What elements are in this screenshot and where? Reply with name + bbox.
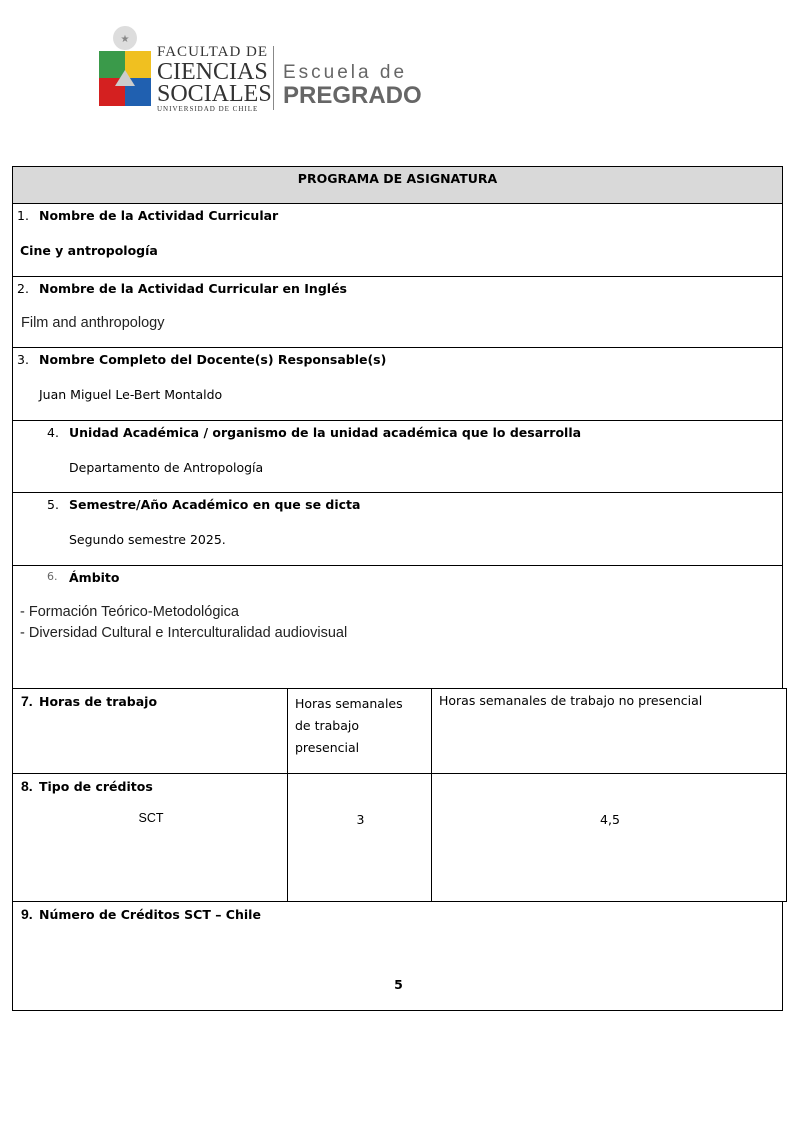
svg-text:★: ★: [120, 34, 130, 45]
logo-line1: FACULTAD DE: [157, 44, 269, 60]
logo-escuela: Escuela de: [283, 62, 408, 83]
section-1: [12, 203, 783, 277]
coat-of-arms-icon: [95, 24, 155, 114]
section-2: [12, 276, 783, 348]
credit-type-value: SCT: [138, 811, 164, 825]
section-label: Semestre/Año Académico en que se dicta: [69, 497, 361, 512]
presencial-value: 3: [356, 812, 365, 827]
section-number: 8.: [21, 778, 33, 794]
credit-type-cell: [12, 773, 288, 902]
section-value: Film and anthropology: [21, 315, 165, 331]
section-6: [12, 565, 783, 689]
section-number: 9.: [21, 906, 33, 922]
logo-line3: SOCIALES: [157, 81, 272, 107]
section-9: [12, 901, 783, 1011]
section-5: [12, 492, 783, 566]
column-header: Horas semanales de trabajo presencial: [295, 696, 403, 755]
section-number: 6.: [47, 570, 58, 583]
section-3: [12, 347, 783, 421]
section-label: Nombre Completo del Docente(s) Responsable(s): [39, 352, 387, 367]
section-value: Departamento de Antropología: [69, 460, 264, 475]
section-number: 2.: [17, 281, 29, 296]
section-value: Segundo semestre 2025.: [69, 532, 226, 547]
section-value: Juan Miguel Le-Bert Montaldo: [39, 387, 223, 402]
column-header: Horas semanales de trabajo no presencial: [439, 693, 703, 708]
section-label: Número de Créditos SCT – Chile: [39, 907, 261, 922]
section-label: Nombre de la Actividad Curricular: [39, 208, 279, 223]
no-presencial-value: 4,5: [600, 812, 620, 827]
presencial-header-cell: [287, 688, 432, 774]
section-label: Ámbito: [69, 570, 120, 585]
section-value: - Formación Teórico-Metodológica: [20, 604, 239, 620]
section-number: 3.: [17, 352, 29, 367]
credits-value: 5: [394, 977, 403, 992]
section-number: 1.: [17, 208, 29, 223]
section-value: Cine y antropología: [20, 243, 158, 258]
logo-line2: CIENCIAS: [157, 59, 268, 85]
page-title: PROGRAMA DE ASIGNATURA: [297, 171, 498, 186]
logo-pregrado: PREGRADO: [283, 82, 422, 109]
section-label: Unidad Académica / organismo de la unidad académica que lo desarrolla: [69, 425, 582, 440]
section-label: Nombre de la Actividad Curricular en Inglés: [39, 281, 347, 296]
university-logo: [95, 24, 425, 114]
section-label: Horas de trabajo: [39, 694, 158, 709]
no-presencial-value-cell: [431, 773, 787, 902]
section-label: Tipo de créditos: [39, 779, 153, 794]
hours-label-cell: [12, 688, 288, 774]
section-value: - Diversidad Cultural e Interculturalidad audiovisual: [20, 625, 348, 641]
logo-divider: [273, 46, 274, 110]
section-4: [12, 420, 783, 493]
no-presencial-header-cell: [431, 688, 787, 774]
section-number: 5.: [47, 497, 59, 512]
logo-line4: UNIVERSIDAD DE CHILE: [157, 105, 259, 113]
presencial-value-cell: [287, 773, 432, 902]
section-number: 7.: [21, 693, 33, 709]
section-number: 4.: [47, 425, 59, 440]
